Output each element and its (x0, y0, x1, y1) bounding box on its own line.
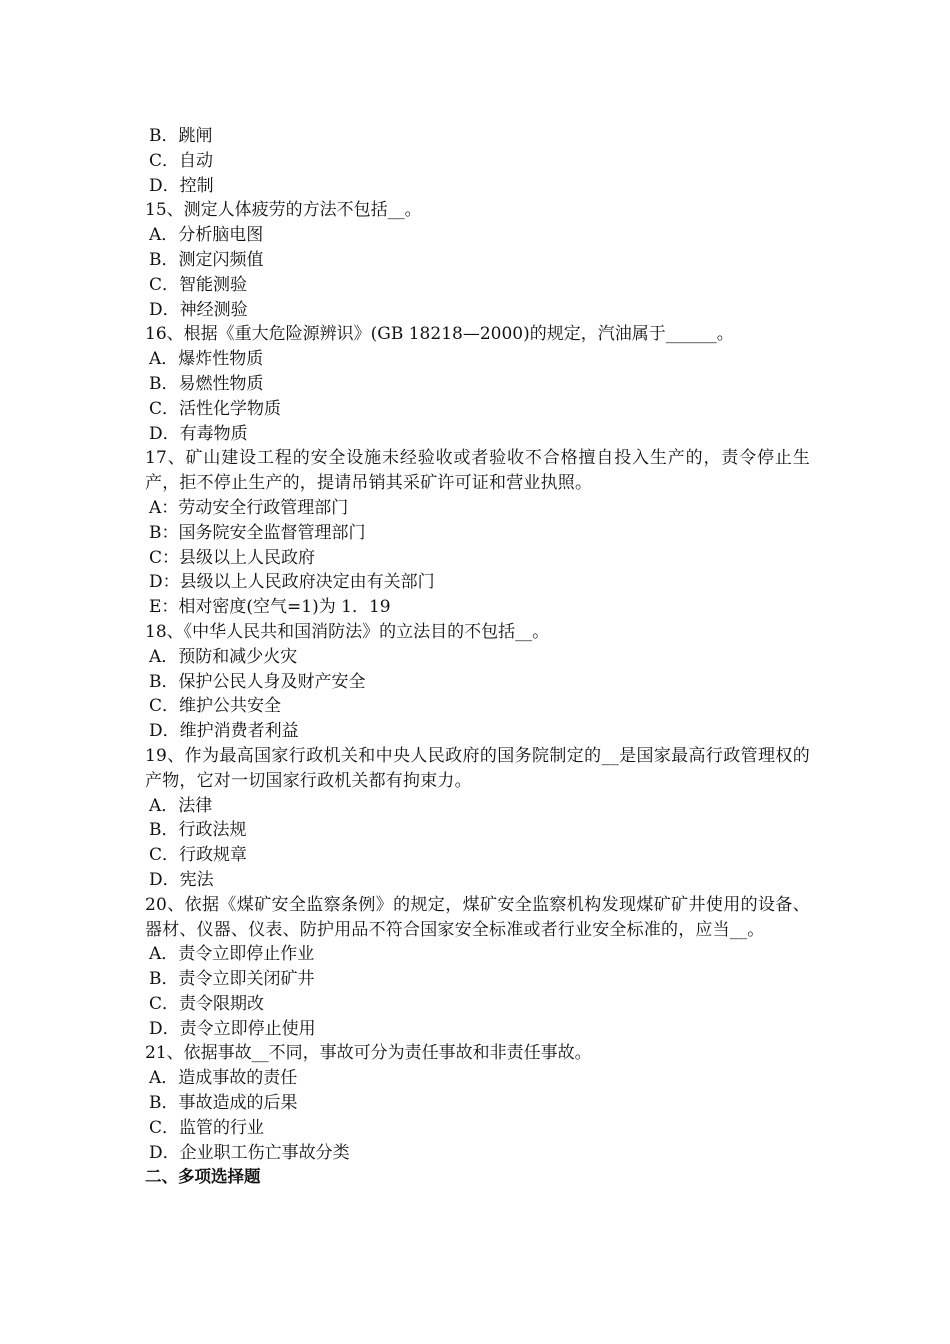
answer-option: B．行政法规 (149, 820, 247, 841)
answer-option: A．法律 (149, 795, 213, 816)
question-text: 16、根据《重大危险源辨识》(GB 18218—2000)的规定，汽油属于______。 (145, 324, 734, 345)
answer-option: C：县级以上人民政府 (149, 547, 316, 568)
answer-option: D．宪法 (149, 869, 214, 890)
answer-option: B．责令立即关闭矿井 (149, 969, 315, 990)
question-text: 15、测定人体疲劳的方法不包括__。 (145, 200, 422, 221)
question-text: 21、依据事故__不同，事故可分为责任事故和非责任事故。 (145, 1043, 592, 1064)
answer-option: D．维护消费者利益 (149, 721, 299, 742)
answer-option: C．责令限期改 (149, 993, 265, 1014)
question-text: 19、作为最高国家行政机关和中央人民政府的国务院制定的__是国家最高行政管理权的产物，它对一切国家行政机关都有拘束力。 (145, 745, 810, 791)
answer-option: D．神经测验 (149, 299, 248, 320)
answer-option: D．有毒物质 (149, 423, 248, 444)
question-text: 20、依据《煤矿安全监察条例》的规定，煤矿安全监察机构发现煤矿矿井使用的设备、器材、仪器、仪表、防护用品不符合国家安全标准或者行业安全标准的，应当__。 (145, 894, 810, 940)
answer-option: C．维护公共安全 (149, 696, 282, 717)
answer-option: B：国务院安全监督管理部门 (149, 522, 366, 543)
answer-option: C．活性化学物质 (149, 398, 282, 419)
answer-option: C．智能测验 (149, 274, 248, 295)
answer-option: A．分析脑电图 (149, 225, 264, 246)
answer-option: D：县级以上人民政府决定由有关部门 (149, 572, 435, 593)
question-text: 18、《中华人民共和国消防法》的立法目的不包括__。 (145, 621, 550, 642)
question-text: 17、矿山建设工程的安全设施未经验收或者验收不合格擅自投入生产的，责令停止生产，拒不停止生产的，提请吊销其采矿许可证和营业执照。 (145, 448, 810, 494)
answer-option: A：劳动安全行政管理部门 (149, 497, 349, 518)
answer-option: A．预防和减少火灾 (149, 646, 298, 667)
answer-option: B．保护公民人身及财产安全 (149, 671, 366, 692)
answer-option: C．自动 (149, 150, 214, 171)
answer-option: D．控制 (149, 175, 214, 196)
section-heading: 二、多项选择题 (145, 1167, 261, 1187)
answer-option: C．行政规章 (149, 845, 248, 866)
answer-option: A．造成事故的责任 (149, 1068, 298, 1089)
document-body (145, 124, 810, 1190)
answer-option: A．责令立即停止作业 (149, 944, 315, 965)
answer-option: A．爆炸性物质 (149, 349, 264, 370)
answer-option: B．易燃性物质 (149, 373, 264, 394)
answer-option: B．测定闪频值 (149, 249, 264, 270)
answer-option: D．企业职工伤亡事故分类 (149, 1142, 350, 1163)
answer-option: B．事故造成的后果 (149, 1093, 298, 1114)
answer-option: B．跳闸 (149, 126, 213, 146)
answer-option: C．监管的行业 (149, 1117, 265, 1138)
answer-option: D．责令立即停止使用 (149, 1018, 316, 1039)
answer-option: E：相对密度(空气=1)为 1．19 (149, 597, 391, 618)
